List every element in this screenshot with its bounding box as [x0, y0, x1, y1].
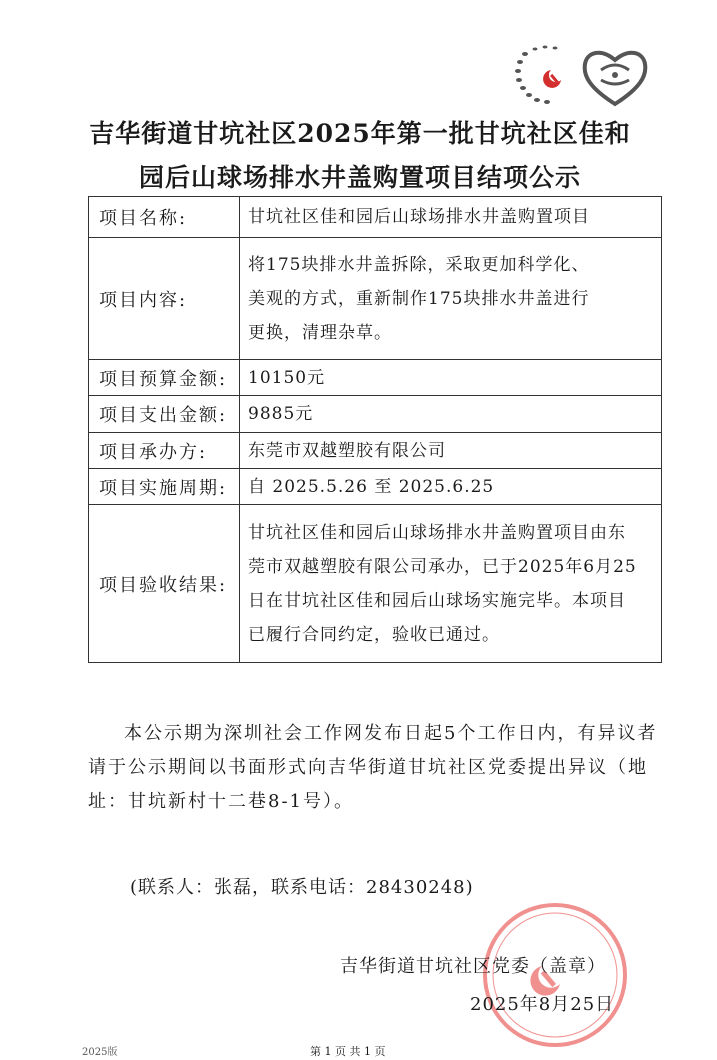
row-value	[240, 433, 662, 469]
row-value	[240, 197, 662, 238]
contact-info: (联系人：张磊，联系电话：28430248)	[130, 877, 474, 898]
row-value-line: 美观的方式，重新制作175块排水井盖进行	[248, 288, 590, 309]
header-logos	[505, 40, 665, 110]
table-row	[89, 396, 662, 433]
row-value-line: 将175块排水井盖拆除，采取更加科学化、	[248, 254, 590, 275]
row-value-line: 更换，清理杂草。	[248, 322, 392, 343]
row-label: 项目预算金额:	[89, 360, 240, 396]
row-value-line: 甘坑社区佳和园后山球场排水井盖购置项目由东	[248, 522, 626, 543]
row-label: 项目验收结果:	[89, 505, 240, 663]
footer-version: 2025版	[82, 1047, 118, 1058]
row-value-line: 10150元	[248, 367, 326, 388]
row-value	[240, 360, 662, 396]
table-row	[89, 505, 662, 663]
row-value-line: 甘坑社区佳和园后山球场排水井盖购置项目	[248, 207, 590, 227]
party-logo-icon	[505, 40, 665, 110]
row-value-line: 自 2025.5.26 至 2025.6.25	[248, 476, 495, 497]
row-value-line: 东莞市双越塑胶有限公司	[248, 440, 446, 461]
row-value-line: 日在甘坑社区佳和园后山球场实施完毕。本项目	[248, 590, 626, 611]
notice-paragraph: 本公示期为深圳社会工作网发布日起5个工作日内，有异议者请于公示期间以书面形式向吉华街道甘坑社区党委提出异议（地址：甘坑新村十二巷8-1号）。	[88, 723, 658, 812]
table-row	[89, 197, 662, 238]
project-info-table	[88, 196, 662, 663]
row-value	[240, 469, 662, 505]
table-row	[89, 238, 662, 360]
heart-emblem-icon	[585, 53, 646, 104]
row-label: 项目承办方:	[89, 433, 240, 469]
table-row	[89, 469, 662, 505]
page-title-line2: 园后山球场排水井盖购置项目结项公示	[138, 163, 581, 192]
footer-page-number: 第 1 页 共 1 页	[310, 1045, 386, 1058]
row-value-line: 9885元	[248, 404, 314, 424]
row-value	[240, 505, 662, 663]
row-label: 项目实施周期:	[89, 469, 240, 505]
row-label: 项目支出金额:	[89, 396, 240, 433]
page-title-line1: 吉华街道甘坑社区2025年第一批甘坑社区佳和	[89, 119, 631, 148]
row-value-line: 莞市双越塑胶有限公司承办，已于2025年6月25	[248, 556, 637, 577]
row-value	[240, 396, 662, 433]
row-label: 项目内容:	[89, 238, 240, 360]
row-value-line: 已履行合同约定，验收已通过。	[248, 624, 500, 645]
row-label: 项目名称:	[89, 197, 240, 238]
row-value	[240, 238, 662, 360]
table-row	[89, 360, 662, 396]
date-line: 2025年8月25日	[470, 994, 615, 1015]
table-row	[89, 433, 662, 469]
signature-line: 吉华街道甘坑社区党委（盖章）	[340, 956, 606, 977]
